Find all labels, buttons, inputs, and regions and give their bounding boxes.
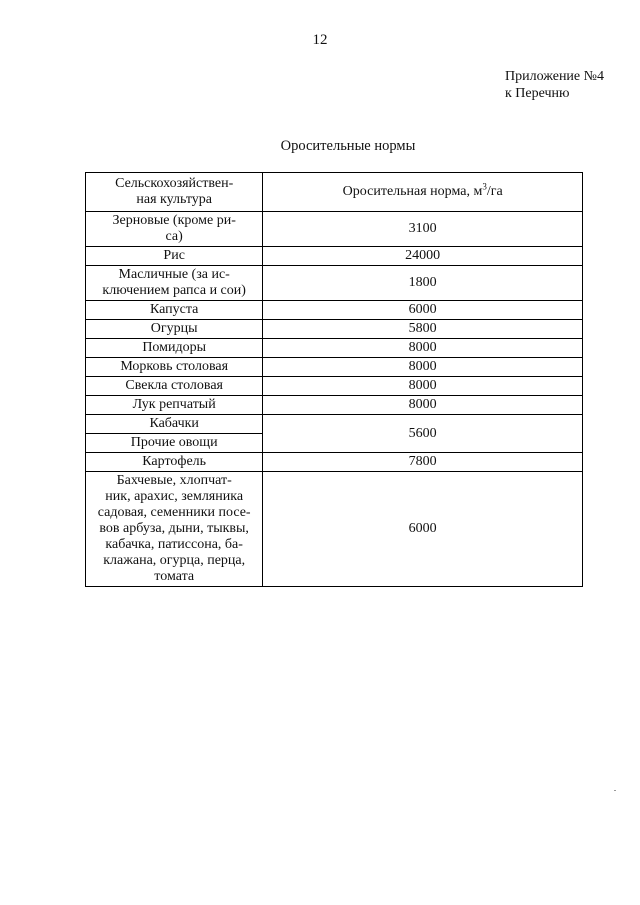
crop-name: Зерновые (кроме ри- са) bbox=[112, 213, 236, 244]
irrigation-norms-table bbox=[85, 172, 583, 587]
crop-cell: Морковь столовая bbox=[86, 358, 263, 377]
norm-cell: 5800 bbox=[263, 320, 583, 339]
table-row bbox=[86, 301, 583, 320]
table-row bbox=[86, 320, 583, 339]
crop-name: Бахчевые, хлопчат- ник, арахис, земляника садовая, семенники посе- вов арбуза, дыни, тыквы, кабачка, патиссона, ба- клажана, огурца, перца, томата bbox=[97, 473, 251, 584]
norm-cell: 8000 bbox=[263, 396, 583, 415]
crop-cell: Огурцы bbox=[86, 320, 263, 339]
header-crop-text: Сельскохозяйствен- ная культура bbox=[115, 176, 234, 207]
table-row bbox=[86, 212, 583, 247]
table-row bbox=[86, 339, 583, 358]
crop-cell: Картофель bbox=[86, 453, 263, 472]
crop-name: Масличные (за ис- ключением рапса и сои) bbox=[102, 267, 246, 298]
norm-cell: 8000 bbox=[263, 377, 583, 396]
crop-cell: Прочие овощи bbox=[86, 434, 263, 453]
norm-cell: 24000 bbox=[263, 247, 583, 266]
norm-cell: 3100 bbox=[263, 212, 583, 247]
header-norm-sup: 3 bbox=[482, 181, 487, 192]
crop-cell: Помидоры bbox=[86, 339, 263, 358]
header-norm-suffix: /га bbox=[486, 184, 503, 199]
crop-cell bbox=[86, 212, 263, 247]
norm-cell: 1800 bbox=[263, 266, 583, 301]
crop-cell: Капуста bbox=[86, 301, 263, 320]
appendix-reference bbox=[505, 68, 604, 102]
appendix-line-1: Приложение №4 bbox=[505, 69, 604, 84]
table-row bbox=[86, 247, 583, 266]
table-row bbox=[86, 453, 583, 472]
table-row bbox=[86, 358, 583, 377]
table-row bbox=[86, 396, 583, 415]
page-number: 12 bbox=[312, 32, 328, 48]
norm-cell: 6000 bbox=[263, 472, 583, 587]
table-row bbox=[86, 266, 583, 301]
table-row bbox=[86, 377, 583, 396]
norm-cell: 7800 bbox=[263, 453, 583, 472]
crop-cell bbox=[86, 472, 263, 587]
header-crop bbox=[86, 173, 263, 212]
crop-cell: Кабачки bbox=[86, 415, 263, 434]
table-row bbox=[86, 415, 583, 434]
crop-cell: Лук репчатый bbox=[86, 396, 263, 415]
header-norm-prefix: Оросительная норма, м bbox=[342, 184, 483, 199]
norm-cell: 8000 bbox=[263, 358, 583, 377]
document-title: Оросительные нормы bbox=[280, 138, 416, 154]
crop-cell bbox=[86, 266, 263, 301]
margin-speck bbox=[614, 790, 616, 791]
norm-cell: 6000 bbox=[263, 301, 583, 320]
norm-cell: 5600 bbox=[263, 415, 583, 453]
norm-cell: 8000 bbox=[263, 339, 583, 358]
table-header-row bbox=[86, 173, 583, 212]
table-row bbox=[86, 472, 583, 587]
header-norm bbox=[263, 173, 583, 212]
crop-cell: Свекла столовая bbox=[86, 377, 263, 396]
appendix-line-2: к Перечню bbox=[505, 86, 570, 101]
crop-cell: Рис bbox=[86, 247, 263, 266]
